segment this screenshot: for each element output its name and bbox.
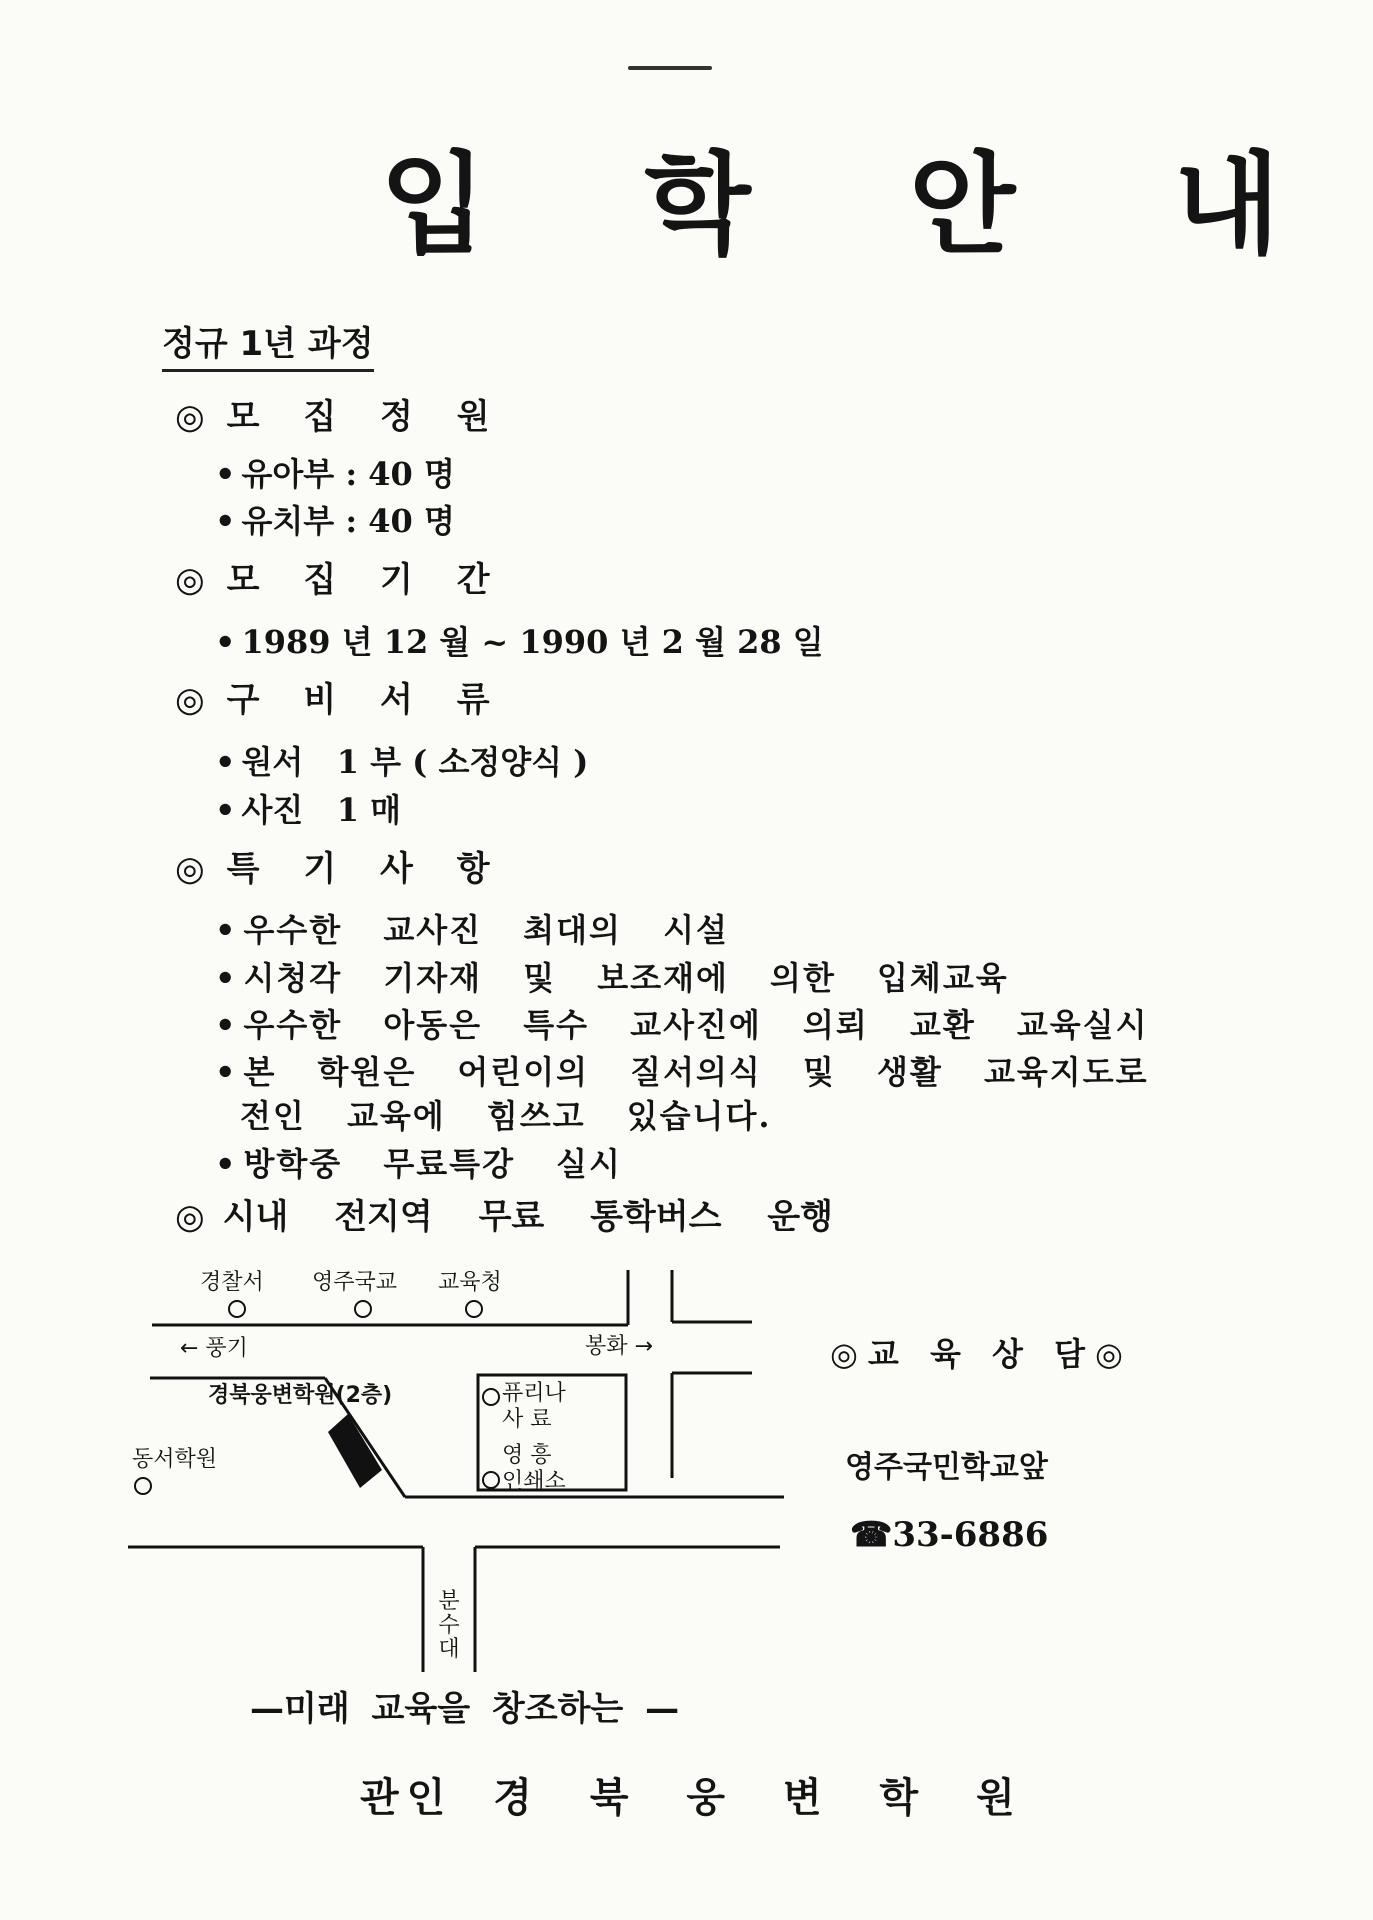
map-label-bunsudae: 분수대 <box>438 1589 460 1663</box>
map-label-education-office: 교육청 <box>438 1270 502 1295</box>
landmark-circle-icon <box>355 1301 371 1317</box>
section-heading-documents: ◎ 구 비 서 류 <box>175 680 506 720</box>
school-name: 관인 경 북 웅 변 학 원 <box>360 1775 1037 1821</box>
course-subtitle: 정규 1년 과정 <box>162 316 374 372</box>
double-circle-icon: ◎ <box>175 1197 205 1237</box>
landmark-circle-icon <box>135 1478 151 1494</box>
double-circle-icon: ◎ <box>175 680 205 720</box>
section-heading-features: ◎ 특 기 사 항 <box>175 849 506 889</box>
landmark-circle-icon <box>483 1389 499 1405</box>
double-circle-icon: ◎ <box>175 397 205 437</box>
map-label-yeongju-school: 영주국교 <box>312 1270 398 1295</box>
map-label-feed: 사 료 <box>502 1407 552 1432</box>
consult-heading: ◎교 육 상 담◎ <box>830 1335 1133 1373</box>
page-title: 입 학 안 내 <box>380 140 1340 269</box>
map-label-purina: 퓨리나 <box>502 1381 566 1406</box>
map-label-academy: 경북웅변학원(2층) <box>208 1383 393 1408</box>
section-heading-capacity: ◎ 모 집 정 원 <box>175 397 506 437</box>
landmark-circle-icon <box>229 1301 245 1317</box>
map-label-bonghwa: 봉화 → <box>585 1334 653 1359</box>
map-label-police: 경찰서 <box>200 1270 264 1295</box>
map-label-printer: 인쇄소 <box>502 1469 566 1494</box>
bullet-item: • 1989 년 12 월 ~ 1990 년 2 월 28 일 <box>215 623 824 661</box>
map-label-punggi: ← 풍기 <box>180 1336 248 1361</box>
map-label-dongseo: 동서학원 <box>132 1447 218 1472</box>
landmark-circle-icon <box>483 1472 499 1488</box>
bullet-item: • 유치부 : 40 명 <box>215 502 455 540</box>
bullet-item: • 사진 1 매 <box>215 791 402 829</box>
bullet-item: • 방학중 무료특강 실시 <box>215 1145 622 1183</box>
consult-location: 영주국민학교앞 <box>845 1450 1048 1485</box>
bullet-item: • 유아부 : 40 명 <box>215 455 455 493</box>
map-label-yeongheung: 영 흥 <box>502 1443 552 1468</box>
phone-number: ☎33-6886 <box>850 1515 1049 1555</box>
section-heading-period: ◎ 모 집 기 간 <box>175 560 506 600</box>
bullet-item: • 우수한 교사진 최대의 시설 <box>215 911 729 949</box>
bullet-item: • 시청각 기자재 및 보조재에 의한 입체교육 <box>215 959 1009 997</box>
double-circle-icon: ◎ <box>175 849 205 889</box>
double-circle-icon: ◎ <box>175 560 205 600</box>
bullet-continuation: 전인 교육에 힘쓰고 있습니다. <box>240 1097 772 1135</box>
bullet-item: • 원서 1 부 ( 소정양식 ) <box>215 743 589 781</box>
bullet-item: • 본 학원은 어린이의 질서의식 및 생활 교육지도로 <box>215 1053 1149 1091</box>
bullet-item: • 우수한 아동은 특수 교사진에 의뢰 교환 교육실시 <box>215 1006 1149 1044</box>
landmark-circle-icon <box>466 1301 482 1317</box>
bus-notice: ◎ 시내 전지역 무료 통학버스 운행 <box>175 1197 833 1237</box>
slogan: —미래 교육을 창조하는 — <box>250 1689 680 1729</box>
